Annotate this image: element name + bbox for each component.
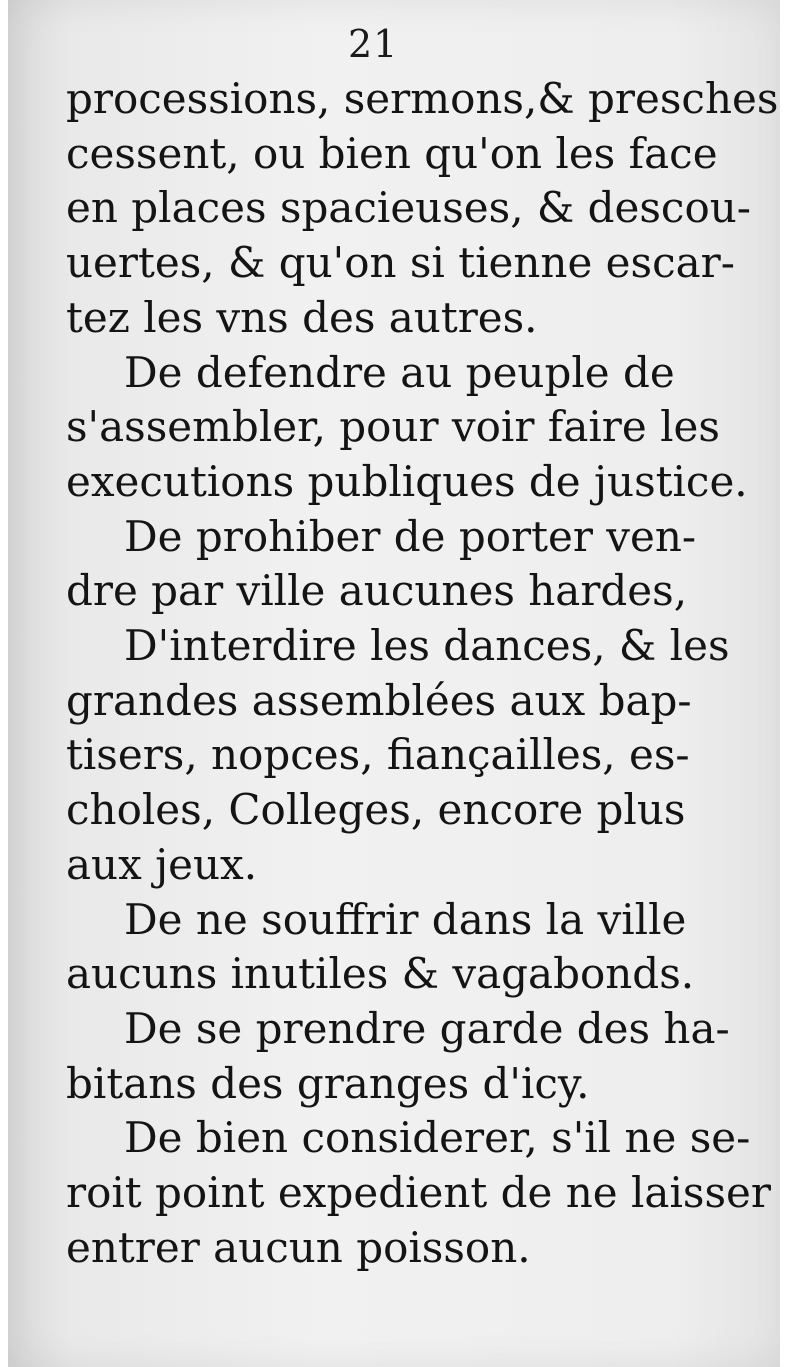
body-text — [66, 72, 779, 1275]
text-line: s'assembler, pour voir faire les — [66, 402, 720, 452]
text-line: cessent, ou bien qu'on les face — [66, 128, 718, 178]
paragraph-start-line: D'interdire les dances, & les — [124, 621, 730, 671]
text-line: aucuns inutiles & vagabonds. — [66, 949, 695, 999]
text-line: entrer aucun poisson. — [66, 1222, 531, 1272]
text-line: uertes, & qu'on si tienne escar- — [66, 238, 735, 288]
text-line: en places spacieuses, & descou- — [66, 183, 751, 233]
text-line: tez les vns des autres. — [66, 292, 538, 342]
text-line: roit point expedient de ne laisser — [66, 1168, 771, 1218]
text-line: grandes assemblées aux bap- — [66, 675, 692, 725]
text-line: processions, sermons,& presches — [66, 74, 779, 123]
text-line: choles, Colleges, encore plus — [66, 785, 686, 835]
paragraph-start-line: De se prendre garde des ha- — [124, 1003, 730, 1053]
text-line: executions publiques de justice. — [66, 456, 748, 506]
paragraph-start-line: De bien considerer, s'il ne se- — [124, 1113, 751, 1163]
text-line: aux jeux. — [66, 839, 258, 889]
book-page — [8, 0, 790, 1367]
paragraph-start-line: De defendre au peuple de — [124, 347, 675, 397]
page-edge — [780, 0, 790, 1367]
text-line: bitans des granges d'icy. — [66, 1058, 590, 1108]
text-line: tisers, nopces, fiançailles, es- — [66, 730, 690, 780]
paragraph-start-line: De prohiber de porter ven- — [124, 511, 697, 561]
page-number: 21 — [348, 22, 399, 66]
paragraph-start-line: De ne souffrir dans la ville — [124, 894, 687, 944]
text-line: dre par ville aucunes hardes, — [66, 566, 688, 616]
